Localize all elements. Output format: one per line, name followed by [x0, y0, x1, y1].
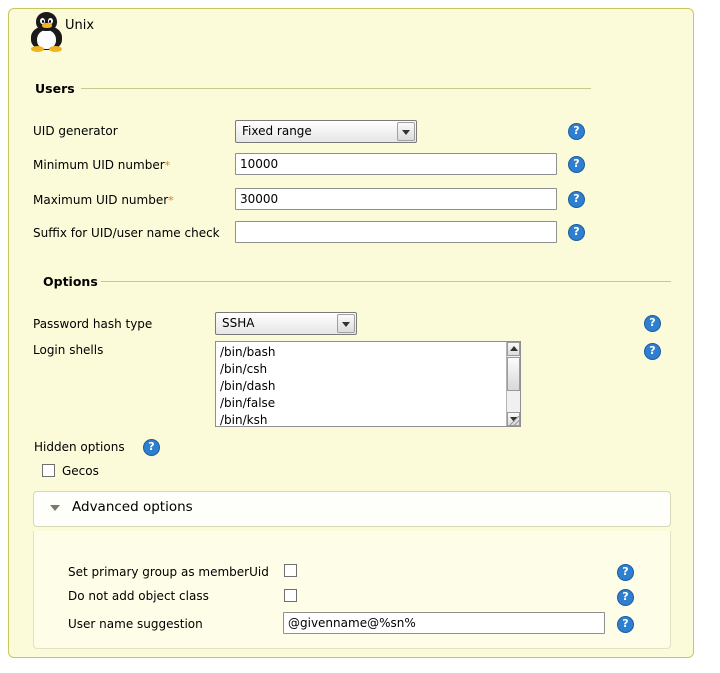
help-icon-suffix-check[interactable]: ?: [568, 224, 585, 241]
label-hidden-options: Hidden options: [34, 440, 125, 454]
maximum-uid-input[interactable]: [235, 188, 557, 210]
chevron-down-icon: [50, 505, 60, 511]
no-object-class-checkbox[interactable]: [284, 589, 297, 602]
label-user-name-suggestion: User name suggestion: [68, 617, 203, 631]
required-marker-min-uid: *: [164, 159, 171, 172]
section-rule-options: [101, 281, 671, 282]
scroll-up-icon[interactable]: [507, 342, 520, 356]
help-icon-password-hash[interactable]: ?: [644, 315, 661, 332]
label-uid-generator: UID generator: [33, 124, 118, 138]
list-item[interactable]: /bin/ksh: [220, 413, 268, 427]
panel-title: Unix: [61, 18, 98, 33]
login-shells-scrollbar[interactable]: [506, 342, 520, 426]
label-no-object-class: Do not add object class: [68, 589, 209, 603]
list-item[interactable]: /bin/bash: [220, 345, 276, 359]
label-maximum-uid: Maximum UID number*: [33, 193, 174, 207]
unix-settings-panel: [8, 8, 694, 658]
help-icon-no-object-class[interactable]: ?: [617, 589, 634, 606]
help-icon-primary-group-memberuid[interactable]: ?: [617, 564, 634, 581]
chevron-down-icon[interactable]: [337, 314, 355, 333]
login-shells-items: [216, 342, 506, 426]
suffix-check-input[interactable]: [235, 221, 557, 243]
help-icon-hidden-options[interactable]: ?: [143, 439, 160, 456]
login-shells-listbox[interactable]: [215, 341, 521, 427]
chevron-down-icon[interactable]: [397, 122, 415, 141]
password-hash-select[interactable]: [215, 312, 357, 335]
required-marker-max-uid: *: [168, 194, 174, 207]
password-hash-value: SSHA: [222, 316, 255, 330]
uid-generator-select[interactable]: [235, 120, 417, 143]
primary-group-memberuid-checkbox[interactable]: [284, 564, 297, 577]
list-item[interactable]: /bin/false: [220, 396, 276, 410]
help-icon-user-name-suggestion[interactable]: ?: [617, 616, 634, 633]
uid-generator-value: Fixed range: [242, 124, 312, 138]
help-icon-uid-generator[interactable]: ?: [568, 123, 585, 140]
help-icon-minimum-uid[interactable]: ?: [568, 156, 585, 173]
resize-grip-icon[interactable]: [510, 416, 519, 425]
label-gecos: Gecos: [62, 464, 99, 478]
label-password-hash: Password hash type: [33, 317, 153, 331]
minimum-uid-input[interactable]: [235, 153, 557, 175]
advanced-options-label: Advanced options: [72, 499, 193, 515]
list-item[interactable]: /bin/csh: [220, 362, 268, 376]
label-suffix-check: Suffix for UID/user name check: [33, 226, 220, 240]
label-login-shells: Login shells: [33, 343, 104, 357]
advanced-options-toggle[interactable]: [33, 491, 671, 527]
section-title-options: Options: [43, 274, 98, 289]
label-minimum-uid: Minimum UID number*: [33, 158, 171, 172]
help-icon-login-shells[interactable]: ?: [644, 343, 661, 360]
label-primary-group-memberuid: Set primary group as memberUid: [68, 565, 269, 579]
gecos-checkbox[interactable]: [42, 464, 55, 477]
section-rule-users: [81, 88, 591, 89]
list-item[interactable]: /bin/dash: [220, 379, 276, 393]
help-icon-maximum-uid[interactable]: ?: [568, 191, 585, 208]
section-title-users: Users: [35, 81, 75, 96]
user-name-suggestion-input[interactable]: [283, 612, 605, 634]
scrollbar-thumb[interactable]: [507, 357, 520, 391]
